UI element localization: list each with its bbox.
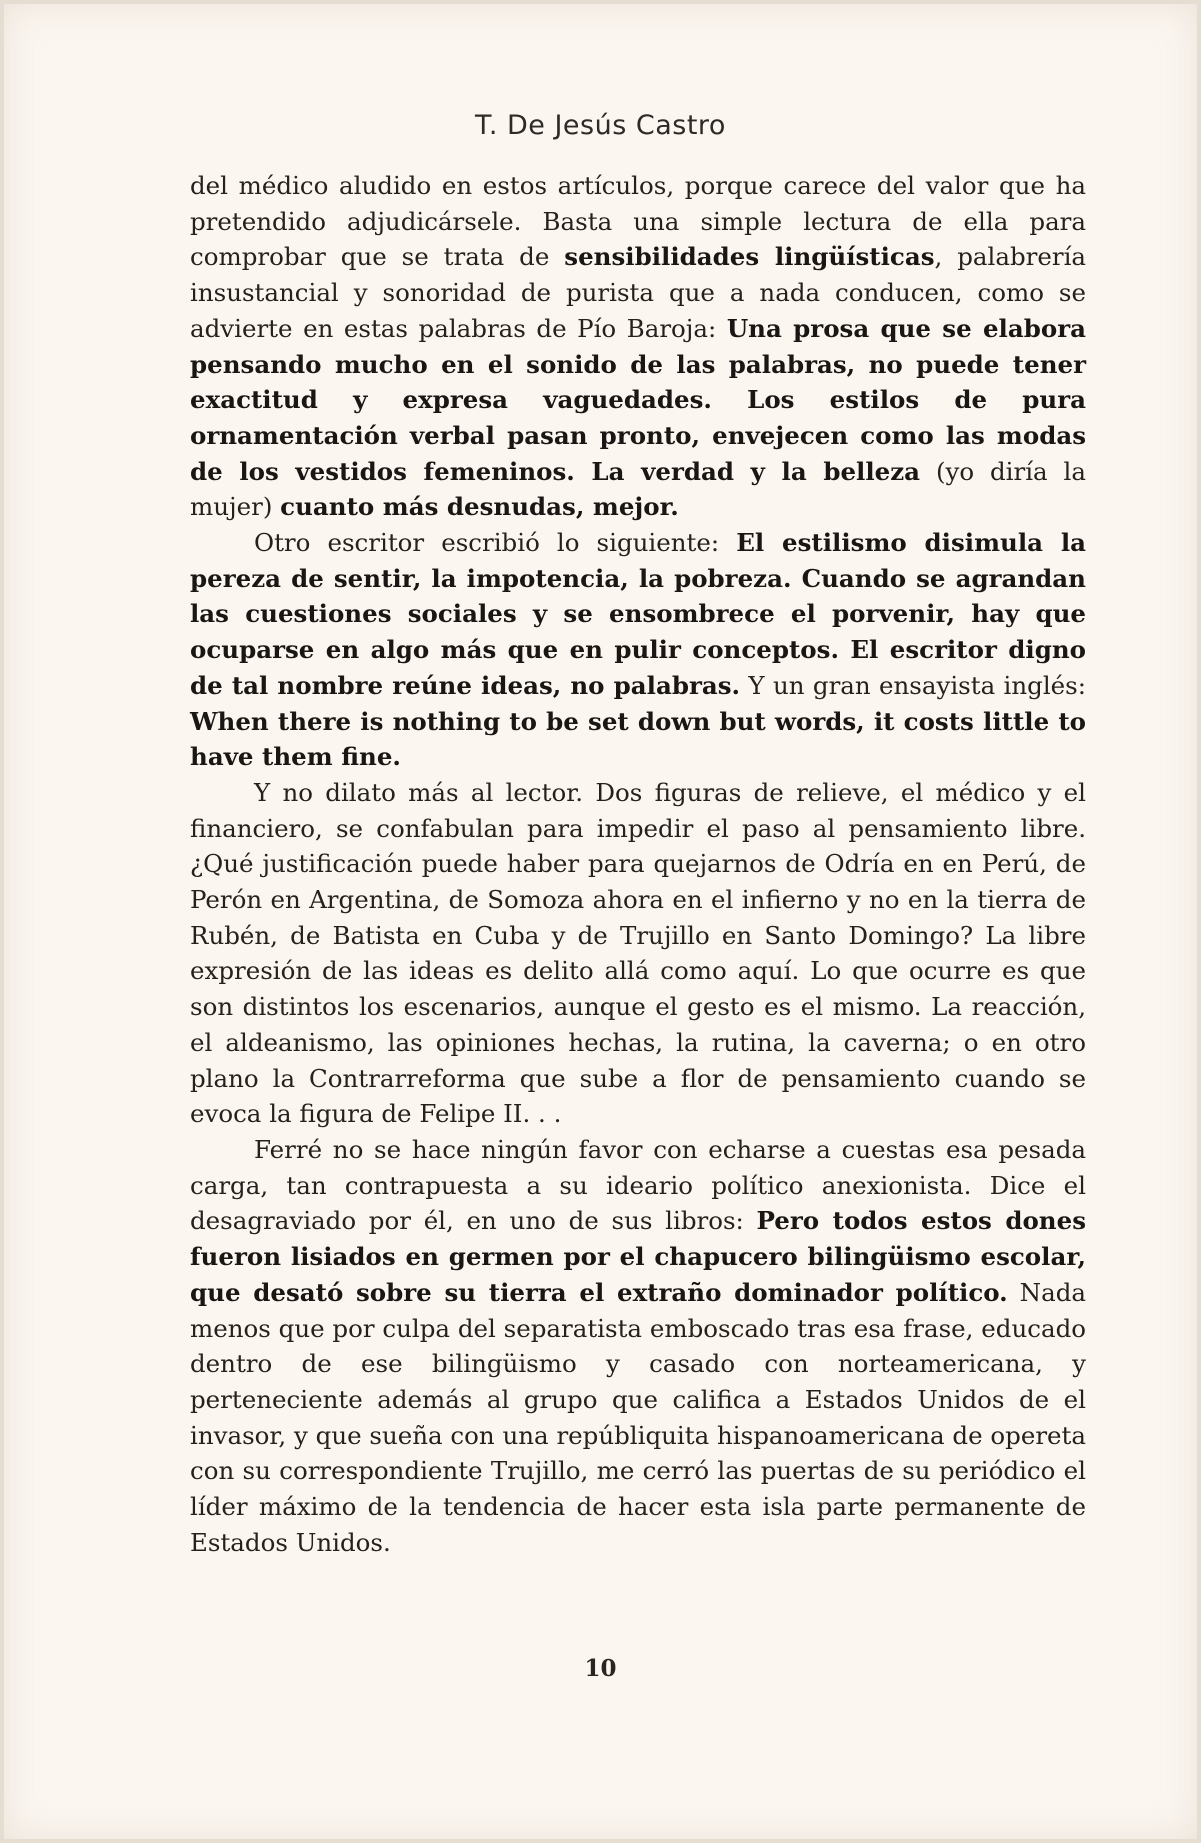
- text-run: (yo diría la mujer): [190, 456, 1086, 522]
- text-run: Ferré no se hace ningún favor con echarse a cuestas esa pesada carga, tan contrapuesta a su ideario político anexionista. Dice el desagraviado por él, en uno de sus libros:: [190, 1134, 1086, 1236]
- quote-run: Una prosa que se elabora pensando mucho en el sonido de las palabras, no puede tener exactitud y expresa vaguedades. Los estilos de pura ornamentación verbal pasan pronto, envejecen como las modas de los vestidos femeninos. La verdad y la belleza: [190, 313, 1086, 486]
- text-run: Nada menos que por culpa del separatista emboscado tras esa frase, educado dentro de ese bilingüismo y casado con norteamericana, y perteneciente además al grupo que califica a Estados Unidos de el invasor, y que sueña con una repúbliquita hispanoamericana de opereta con su correspondiente Trujillo, me cerró las puertas de su periódico el líder máximo de la tendencia de hacer esta isla parte permanente de Estados Unidos.: [190, 1277, 1087, 1557]
- paragraph-4: [190, 1132, 1086, 1560]
- text-run: Otro escritor escribió lo siguiente:: [254, 528, 737, 558]
- quote-run: Pero todos estos dones fueron lisiados en germen por el chapucero bilingüismo escolar, que desató sobre su tierra el extraño dominador político.: [190, 1206, 1086, 1307]
- quote-run: El estilismo disimula la pereza de sentir, la impotencia, la pobreza. Cuando se agrandan las cuestiones sociales y se ensombrece el porvenir, hay que ocuparse en algo más que en pulir conceptos. El escritor digno de tal nombre reúne ideas, no palabras.: [190, 528, 1086, 700]
- paragraph-3: [190, 775, 1086, 1132]
- text-run: Y un gran ensayista inglés:: [740, 670, 1087, 700]
- page-number: 10: [584, 1655, 617, 1682]
- quote-run: When there is nothing to be set down but words, it costs little to have them fine.: [190, 706, 1086, 772]
- body-text: [190, 168, 1086, 1560]
- paragraph-1: [190, 168, 1086, 525]
- running-header: T. De Jesús Castro: [475, 110, 726, 141]
- text-run: , palabrería insustancial y sonoridad de purista que a nada conducen, como se advierte en estas palabras de Pío Baroja:: [190, 242, 1087, 343]
- quote-run: cuanto más desnudas, mejor.: [280, 492, 679, 522]
- text-run: Y no dilato más al lector. Dos figuras de relieve, el médico y el financiero, se confabulan para impedir el paso al pensamiento libre. ¿Qué justificación puede haber para quejarnos de Odría en en Perú, de Perón en Argentina, de Somoza ahora en el infierno y no en la tierra de Rubén, de Batista en Cuba y de Trujillo en Santo Domingo? La libre expresión de las ideas es delito allá como aquí. Lo que ocurre es que son distintos los escenarios, aunque el gesto es el mismo. La reacción, el aldeanismo, las opiniones hechas, la rutina, la caverna; o en otro plano la Contrarreforma que sube a flor de pensamiento cuando se evoca la figura de Felipe II. . .: [190, 777, 1086, 1129]
- emphasis-run: sensibilidades lingüísticas: [564, 242, 935, 272]
- paragraph-2: [190, 525, 1086, 775]
- text-run: del médico aludido en estos artículos, porque carece del valor que ha pretendido adjudicársele. Basta una simple lectura de ella para comprobar que se trata de: [190, 171, 1086, 272]
